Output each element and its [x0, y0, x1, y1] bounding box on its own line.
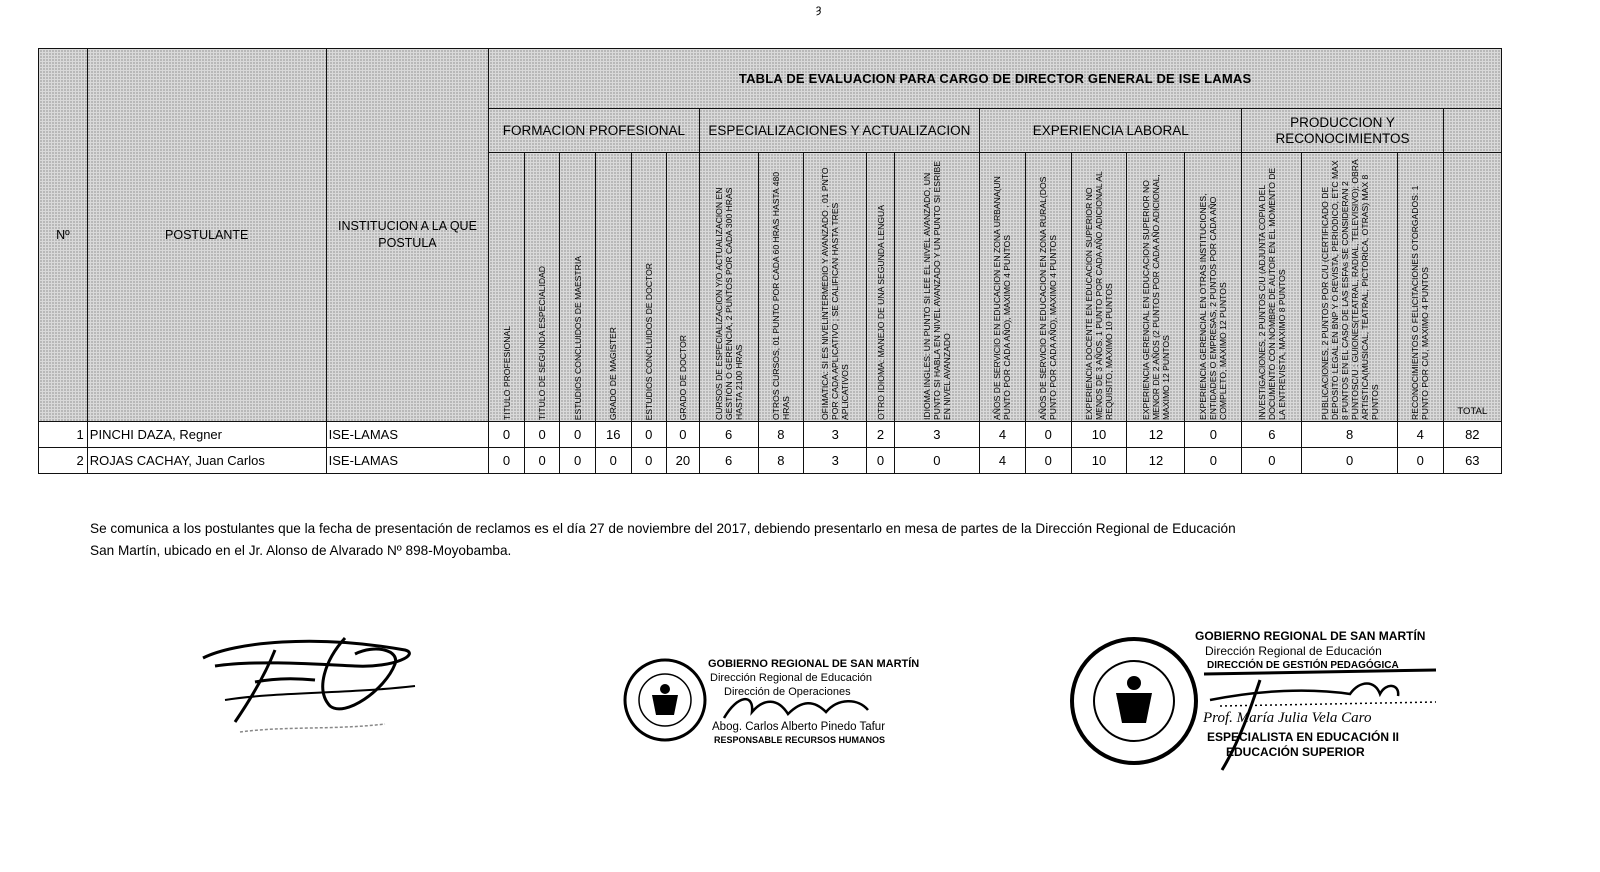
score-cell: 0: [489, 422, 525, 448]
total-label: TOTAL: [1457, 406, 1488, 417]
criterion-label: OFIMATICA: SI ES NIVELINTERMEDIO Y AVANZADO , 01 PNTO POR CADA APLICATIVO ; SE CALIFICAN HASTA TRES APLICATIVOS: [820, 167, 851, 420]
score-cell: 0: [894, 448, 979, 474]
criterion-header: [489, 153, 525, 422]
row-number: 2: [39, 448, 88, 474]
criterion-header: [1302, 153, 1398, 422]
score-cell: 10: [1071, 422, 1127, 448]
group-experiencia-laboral: EXPERIENCIA LABORAL: [980, 109, 1242, 153]
criterion-header: [595, 153, 631, 422]
criterion-label: IDIOMA INGLES: UN PUNTO SI LEE EL NIVEL AVANZADO, UN PUNTO SI HABLA EN NIVEL AVANZADO Y UN PUNTO SI ESRIBE EN NIVEL AVANZADO: [921, 160, 952, 420]
institucion: ISE-LAMAS: [326, 448, 489, 474]
criterion-header: [699, 153, 758, 422]
postulante-name: PINCHI DAZA, Regner: [87, 422, 326, 448]
score-cell: 10: [1071, 448, 1127, 474]
score-cell: 0: [867, 448, 894, 474]
stamp-right-line-4: Prof. María Julia Vela Caro: [1203, 710, 1372, 726]
stamp-right-line-1: GOBIERNO REGIONAL DE SAN MARTÍN: [1195, 629, 1426, 643]
table-title: TABLA DE EVALUACION PARA CARGO DE DIRECTOR GENERAL DE ISE LAMAS: [489, 49, 1502, 109]
score-cell: 0: [631, 448, 667, 474]
postulante-header: POSTULANTE: [87, 49, 326, 422]
score-cell: 0: [524, 448, 560, 474]
group-formacion-profesional: FORMACION PROFESIONAL: [489, 109, 699, 153]
score-cell: 0: [1025, 422, 1071, 448]
score-cell: 4: [980, 448, 1026, 474]
criterion-label: INVESTIGACIONES, 2 PUNTOS C/U (ADJUNTA COPIA DEL DOCUMENTO CON NOMBRE DE AUTOR EN EL MOMENTO DE LA ENTREVISTA, MAXIMO 8 PUNTOS: [1256, 167, 1287, 420]
score-cell: 8: [1302, 422, 1398, 448]
criterion-label: GRADO DE DOCTOR: [677, 334, 688, 420]
table-row: [39, 448, 1502, 474]
criterion-label: ESTUDIOS CONCLUIDOS DE DOCTOR: [643, 262, 654, 420]
criterion-label: RECONOCIMIENTOS O FELICITACIONES OTORGADOS: 1 PUNTO POR C/U, MAXIMO 4 PUNTOS: [1410, 185, 1431, 420]
score-cell: 8: [758, 422, 804, 448]
score-cell: 8: [758, 448, 804, 474]
stamp-center-line-1: GOBIERNO REGIONAL DE SAN MARTÍN: [708, 658, 920, 670]
score-cell: 4: [980, 422, 1026, 448]
seal-center: [622, 657, 708, 743]
score-cell: 0: [524, 422, 560, 448]
criterion-label: CURSOS DE ESPECIALIZACION Y/O ACTUALIZACION EN GESTION O GERENCIA, 2 PUNTOS POR CADA 300 HRAS HASTA 2100 HRAS: [713, 187, 744, 420]
criterion-label: ESTUDIOS CONCLUIDOS DE MAESTRIA: [572, 255, 583, 420]
criterion-label: OTROS CURSOS, 01 PUNTO POR CADA 60 HRAS HASTA 480 HRAS: [770, 171, 791, 420]
page-mark: ȝ: [816, 2, 822, 16]
criterion-header: [894, 153, 979, 422]
criterion-header: [560, 153, 596, 422]
score-cell: 0: [560, 422, 596, 448]
score-cell: 3: [894, 422, 979, 448]
criterion-label: AÑOS DE SERVICIO EN EDUCACION EN ZONA URBANA(UN PUNTO POR CADA AÑO), MAXIMO 4 PUNTOS: [992, 176, 1013, 420]
criterion-header: [1185, 153, 1242, 422]
criterion-label: GRADO DE MAGISTER: [608, 326, 619, 420]
score-cell: 12: [1127, 422, 1185, 448]
criterion-label: EXPERIENCIA DOCENTE EN EDUCACION SUPERIOR NO MENOS DE 3 AÑOS. 1 PUNTO POR CADA AÑO ADICIONAL AL REQUISITO, MAXIMO 10 PUNTOS: [1084, 171, 1115, 420]
stamp-right-line-5: ESPECIALISTA EN EDUCACIÓN II: [1207, 730, 1400, 744]
score-cell: 2: [867, 422, 894, 448]
score-cell: 0: [1185, 422, 1242, 448]
criterion-header: [524, 153, 560, 422]
postulante-name: ROJAS CACHAY, Juan Carlos: [87, 448, 326, 474]
criterion-label: TITULO DE SEGUNDA ESPECIALIDAD: [537, 265, 548, 420]
group-produccion: PRODUCCION Y RECONOCIMIENTOS: [1242, 109, 1443, 153]
score-cell: 0: [1242, 448, 1302, 474]
criterion-label: TITULO PROFESIONAL: [501, 325, 512, 420]
score-cell: 0: [1025, 448, 1071, 474]
score-cell: 0: [595, 448, 631, 474]
criterion-header: [1397, 153, 1443, 422]
criterion-header: [1071, 153, 1127, 422]
stamp-center-line-3: Dirección de Operaciones: [724, 686, 851, 698]
criterion-label: OTRO IDIOMA: MANEJO DE UNA SEGUNDA LENGUA: [875, 205, 886, 420]
criterion-header: [1025, 153, 1071, 422]
total-group-blank: [1443, 109, 1501, 153]
signature-left: [195, 620, 425, 750]
criterion-label: EXPERIENCIA GERENCIAL EN OTRAS INSTITUCIONES, ENTIDADES O EMPRESAS, 2 PUNTOS POR CADA AÑO COMPLETO, MAXIMO 12 PUNTOS: [1198, 193, 1229, 420]
criterion-header: [631, 153, 667, 422]
score-cell: 0: [1397, 448, 1443, 474]
total-header: [1443, 153, 1501, 422]
notice-text: [90, 518, 1310, 562]
criterion-label: EXPERIENCIA GERENCIAL EN EDUCACION SUPERIOR NO MENOR DE 2 AÑOS (2 PUNTOS POR CADA AÑO ADICIONAL, MAXIMO 12 PUNTOS: [1140, 174, 1171, 420]
notice-line-1: Se comunica a los postulantes que la fecha de presentación de reclamos es el día 27 de noviembre del 2017, debiendo presentarlo en mesa de partes de la Dirección Regional de Educación: [90, 521, 1236, 536]
criterion-label: AÑOS DE SERVICIO EN EDUCACION EN ZONA RURAL(DOS PUNTO POR CADA AÑO), MAXIMO 4 PUNTOS: [1038, 176, 1059, 420]
score-cell: 6: [699, 422, 758, 448]
score-cell: 6: [1242, 422, 1302, 448]
score-cell: 0: [631, 422, 667, 448]
stamp-center-line-5: RESPONSABLE RECURSOS HUMANOS: [714, 735, 886, 745]
stamp-right-line-6: EDUCACIÓN SUPERIOR: [1226, 745, 1365, 759]
score-cell: 0: [1185, 448, 1242, 474]
criterion-header: [1127, 153, 1185, 422]
criterion-header: [1242, 153, 1302, 422]
seal-right: [1068, 635, 1200, 767]
score-cell: 12: [1127, 448, 1185, 474]
score-cell: 0: [667, 422, 700, 448]
table-row: [39, 422, 1502, 448]
total-cell: 63: [1443, 448, 1501, 474]
total-cell: 82: [1443, 422, 1501, 448]
institucion: ISE-LAMAS: [326, 422, 489, 448]
stamp-center-line-4: Abog. Carlos Alberto Pinedo Tafur: [712, 721, 886, 733]
score-cell: 16: [595, 422, 631, 448]
score-cell: 0: [489, 448, 525, 474]
row-number: 1: [39, 422, 88, 448]
institucion-header: INSTITUCION A LA QUE POSTULA: [326, 49, 489, 422]
score-cell: 3: [804, 422, 867, 448]
criterion-header: [758, 153, 804, 422]
criterion-header: [867, 153, 894, 422]
evaluation-table: [38, 48, 1502, 474]
criterion-header: [980, 153, 1026, 422]
score-cell: 0: [560, 448, 596, 474]
score-cell: 3: [804, 448, 867, 474]
criterion-header: [667, 153, 700, 422]
score-cell: 0: [1302, 448, 1398, 474]
stamp-right-line-2: Dirección Regional de Educación: [1205, 644, 1382, 658]
score-cell: 6: [699, 448, 758, 474]
score-cell: 4: [1397, 422, 1443, 448]
stamp-right-line-3: DIRECCIÓN DE GESTIÓN PEDAGÓGICA: [1207, 660, 1399, 671]
criterion-header: [804, 153, 867, 422]
notice-line-2: San Martín, ubicado en el Jr. Alonso de Alvarado Nº 898-Moyobamba.: [90, 543, 512, 558]
criterion-label: PUBLICACIONES, 2 PUNTOS POR C/U (CERTIFICADO DE DEPOSITO LEGAL EN BNP Y O REVISTA, PERIODICO, ETC MAX 8 PUNTOS EN EL CASO DE LAS ESFAs SE CONSIDERAN 2 PUNTOSC/U : GUIONES(TEATRAL, RADIAL, TELEVISIVO); OBRA ARTISTICA(MUSICAL, TEATRAL, PICTORICA, OTRAS) MAX 8 PUNTOS: [1319, 159, 1380, 420]
stamp-center-line-2: Dirección Regional de Educación: [710, 672, 873, 684]
number-header: Nº: [39, 49, 88, 422]
group-especializaciones: ESPECIALIZACIONES Y ACTUALIZACION: [699, 109, 980, 153]
score-cell: 20: [667, 448, 700, 474]
